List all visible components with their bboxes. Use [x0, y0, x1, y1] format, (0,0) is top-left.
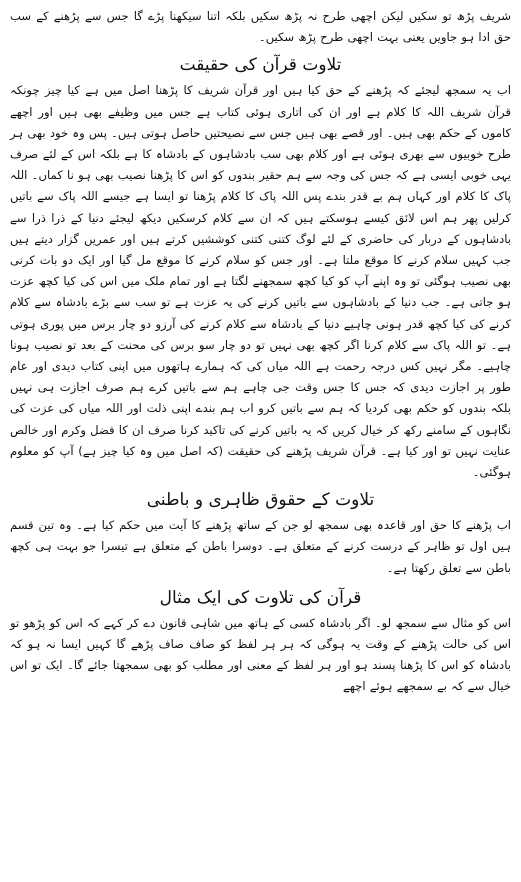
- section-body-rights: اب پڑھنے کا حق اور قاعدہ بھی سمجھ لو جن کے ساتھ پڑھنے کا آیت میں حکم کیا ہے۔ وہ تین قسم ہیں اول تو ظاہر کے درست کرنے کے متعلق ہے۔ دوسرا باطن کے متعلق ہے تیسرا جو بہت ہی کچھ باطن سے تعلق رکھتا ہے۔: [10, 518, 511, 575]
- section-body-example: اس کو مثال سے سمجھ لو۔ اگر بادشاہ کسی کے ہاتھ میں شاہی قانون دے کر کہے کہ اس کو پڑھو تو اس کی حالت پڑھنے کے وقت یہ ہوگی کہ ہر ہر لفظ کو صاف صاف پڑھے گا کہیں ایسا نہ ہو کہ بادشاہ کو اس کا پڑھنا پسند ہو اور ہر لفظ کے معنی اور مطلب کو بھی سمجھتا جائے گا۔ ایک تو اس خیال سے کہ بے سمجھے ہوئے اچھے: [10, 615, 511, 694]
- section-heading-rights: تلاوت کے حقوق ظاہری و باطنی: [146, 490, 375, 511]
- section-body-recitation-reality: اب یہ سمجھ لیجئے کہ پڑھنے کے حق کیا ہیں اور قرآن شریف کا پڑھنا اصل میں ہے کیا چیز چونکہ قرآن شریف اللہ کا کلام ہے اور ان کی اتاری ہوئی کتاب ہے جس میں وظیفے بھی ہیں اور اچھے کاموں کے حکم بھی ہیں۔ اور قصے بھی ہیں جس سے نصیحتیں حاصل ہوتی ہیں۔ پس وہ خود بھی ہر طرح خوبیوں سے بھری ہوئی ہے اور کلام بھی سب بادشاہوں کے بادشاہ کا ہے بلکہ اس کے لئے صرف یہی خوبی ایسی ہے کہ جس کی وجہ سے ہم حقیر بندوں کو اس کا پڑھنا نصیب بھی ہو نا کماں۔ اللہ پاک کا کلام اور کہاں ہم بے قدر بندے پس اللہ پاک کا کلام پڑھنا تو ایسا ہے جیسے اللہ پاک سے باتیں کرلیں پھر ہم اس لائق کیسے ہوسکتے ہیں کہ ان سے کلام کرسکیں دیکھ لیجئے دنیا کے ذرا ذرا سے بادشاہوں کے دربار کی حاضری کے لئے لوگ کتنی کتنی کوششیں کرتے ہیں اور عمریں گزار دیتے ہیں جب کہیں سلام کرنے کا موقع ملتا ہے۔ اور جس کو سلام کرنے کا موقع مل گیا اور ایک دو بات کرنی بھی نصیب ہوگئی تو وہ اپنے آپ کو کیا کچھ سمجھنے لگتا ہے اور تمام ملک میں اس کی کیا کچھ عزت ہو جاتی ہے۔ جب دنیا کے بادشاہوں سے باتیں کرنے کی یہ عزت ہے تو سب سے بڑے بادشاہ سے کلام کرنے کی کیا کچھ قدر ہونی چاہیے دنیا کے بادشاہ سے کلام کرنے کی آرزو دو چار برس میں پوری ہوتی ہے۔ تو اللہ پاک سے کلام کرنا اگر کچھ بھی نہیں تو دو چار سو برس کی محنت کے بعد تو نصیب ہونا چاہیے۔ مگر نہیں کس درجہ رحمت ہے اللہ میاں کی کہ ہمارے ہاتھوں میں اپنی کتاب دیدی اور عام طور پر اجازت دیدی کہ جس کا جس وقت جی چاہے ہم سے باتیں کرے ہم صرف اجازت ہی نہیں بلکہ بندوں کو حکم بھی کردیا کہ ہم سے باتیں کرو اب ہم بندے اپنی ذلت اور اللہ میاں کی عزت کی نگاہوں کے سامنے رکھ کر خیال کریں کہ یہ باتیں کرنے کی تاکید کرنا صرف ان کا فضل وکرم اور خالص عنایت نہیں تو اور کیا ہے۔ قرآن شریف پڑھنے کی حقیقت (کہ اصل میں وہ کیا چیز ہے) آپ کو معلوم ہوگئی۔: [10, 83, 511, 480]
- section-heading-recitation-reality: تلاوت قرآن کی حقیقت: [179, 55, 342, 76]
- section-heading-example: قرآن کی تلاوت کی ایک مثال: [159, 587, 362, 608]
- intro-paragraph: شریف پڑھ تو سکیں لیکن اچھی طرح نہ پڑھ سکیں بلکہ اتنا سیکھنا پڑے گا جس سے پڑھنے کے سب حق ادا ہو جاویں یعنی بہت اچھی طرح پڑھ سکیں۔: [10, 9, 511, 45]
